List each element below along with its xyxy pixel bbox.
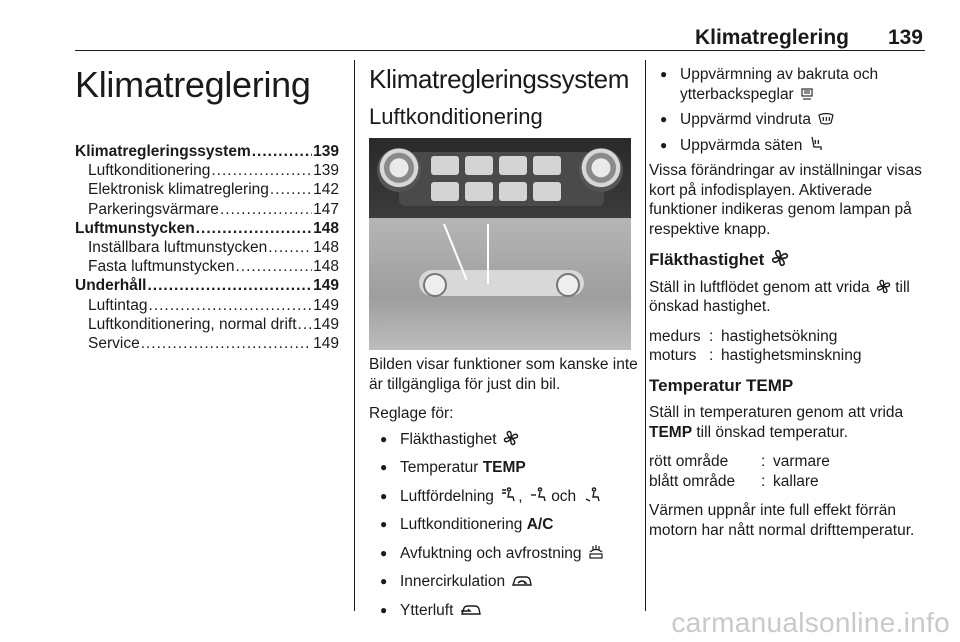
text-part: Ställ in temperaturen genom att vrida <box>649 404 904 421</box>
toc-entry-page: 147 <box>313 200 339 218</box>
final-note: Värmen uppnår inte full effekt förrän motorn har nått normal drifttemperatur. <box>649 502 915 539</box>
list-item <box>369 572 639 592</box>
item-text: Luftfördelning <box>400 487 494 505</box>
recirculation-icon <box>511 574 533 588</box>
toc-entry <box>75 219 339 238</box>
text-part: till önskad temperatur. <box>696 423 849 441</box>
temp-knob <box>579 148 623 192</box>
list-item <box>649 65 931 104</box>
toc-leader-dots <box>211 161 312 180</box>
toc-entry-page: 149 <box>313 296 339 314</box>
toc-entry-title: Luftmunstycken <box>75 219 195 237</box>
definition-colon: : <box>709 327 714 345</box>
toc-entry-title: Underhåll <box>75 277 147 295</box>
fan-speed-text <box>649 278 931 317</box>
table-of-contents <box>75 142 339 353</box>
toc-entry-page: 148 <box>313 258 339 276</box>
toc-leader-dots <box>148 296 312 315</box>
rear-window-heat-icon <box>800 87 814 101</box>
lower-knob <box>423 273 447 297</box>
air-distribution-icon <box>529 487 547 503</box>
text-bold: TEMP <box>649 423 693 441</box>
definition-term: rött område <box>649 453 729 470</box>
toc-entry-page: 148 <box>313 219 339 237</box>
toc-entry-page: 149 <box>313 335 339 353</box>
item-text: Uppvärmda säten <box>680 136 803 154</box>
page-number: 139 <box>887 26 923 49</box>
list-item <box>369 515 639 535</box>
toc-entry-page: 139 <box>313 162 339 180</box>
list-item <box>649 110 931 130</box>
definition-term: medurs <box>649 327 701 345</box>
item-text: Luftkonditionering <box>400 516 523 533</box>
toc-entry-title: Fasta luftmunstycken <box>88 258 235 276</box>
temperature-heading: Temperatur TEMP <box>649 375 794 395</box>
lower-knob <box>556 273 580 297</box>
toc-leader-dots <box>270 180 312 199</box>
toc-entry <box>75 296 339 315</box>
watermark: carmanualsonline.info <box>671 607 950 638</box>
panel-button <box>533 156 561 175</box>
toc-entry-title: Luftkonditionering <box>88 162 211 180</box>
list-item <box>369 544 639 564</box>
climate-control-photo <box>369 138 631 350</box>
item-text: Avfuktning och avfrostning <box>400 544 582 562</box>
item-separator: , <box>518 487 523 505</box>
list-item <box>369 487 639 507</box>
column2-text <box>369 355 639 629</box>
toc-entry-page: 149 <box>313 315 339 333</box>
center-console <box>369 218 631 350</box>
item-bold: A/C <box>526 516 554 533</box>
toc-entry-title: Luftintag <box>88 296 148 314</box>
info-note: Vissa förändringar av inställningar visas kort på infodisplayen. Aktiverade funktioner indikeras genom lampan på respektive knapp. <box>649 162 922 238</box>
outside-air-icon <box>460 603 482 617</box>
definition-value: varmare <box>773 453 830 470</box>
toc-entry <box>75 276 339 295</box>
definition-colon: : <box>761 472 766 490</box>
toc-entry <box>75 257 339 276</box>
toc-entry <box>75 315 339 334</box>
heated-seat-icon <box>809 136 823 152</box>
toc-entry <box>75 161 339 180</box>
subsection-title: Luftkonditionering <box>369 104 543 129</box>
toc-entry-page: 142 <box>313 181 339 199</box>
text-part: Ställ in luftflödet genom att vrida <box>649 278 870 296</box>
toc-entry-title: Parkeringsvärmare <box>88 200 219 218</box>
definition-value: hastighetsminskning <box>721 347 862 364</box>
definition-colon: : <box>761 453 766 470</box>
text-part: till önskad hastighet. <box>649 278 910 315</box>
fan-icon <box>771 249 789 267</box>
item-text: Innercirkulation <box>400 573 506 590</box>
column-divider-2 <box>645 60 646 611</box>
header-title: Klimatreglering <box>694 26 849 49</box>
photo-caption: Bilden visar funktioner som kanske inte är tillgängliga för just din bil. <box>369 356 638 393</box>
lower-control-strip <box>419 270 584 296</box>
item-text: Ytterluft <box>400 601 454 619</box>
toc-entry <box>75 180 339 199</box>
fan-knob <box>377 148 421 192</box>
fan-speed-heading <box>649 249 931 270</box>
item-text: och <box>551 487 577 505</box>
definition-term: moturs <box>649 347 697 364</box>
panel-button <box>465 182 493 201</box>
toc-entry-title: Inställbara luftmunstycken <box>88 239 268 257</box>
toc-entry <box>75 200 339 219</box>
list-item <box>369 601 639 621</box>
toc-leader-dots <box>147 276 312 295</box>
list-item <box>369 430 639 450</box>
item-text: Uppvärmd vindruta <box>680 111 811 128</box>
definition-colon: : <box>709 347 714 364</box>
toc-entry-page: 139 <box>313 143 339 160</box>
panel-button <box>533 182 561 201</box>
item-bold: TEMP <box>482 459 526 476</box>
section-title: Klimatregleringssystem <box>369 64 629 94</box>
toc-leader-dots <box>268 238 312 257</box>
toc-leader-dots <box>252 142 312 161</box>
heading-text: Fläkthastighet <box>649 250 765 269</box>
item-text: Uppvärmning av bakruta och ytterbackspeglar <box>680 66 879 103</box>
controls-list <box>369 430 639 621</box>
toc-leader-dots <box>298 315 313 334</box>
fan-icon <box>876 279 891 294</box>
toc-entry-title: Elektronisk klimatreglering <box>88 181 269 199</box>
callout-line <box>487 224 489 284</box>
temperature-text <box>649 403 931 442</box>
toc-entry-title: Luftkonditionering, normal drift <box>88 315 297 333</box>
panel-button <box>431 182 459 201</box>
fan-icon <box>503 430 519 446</box>
toc-entry-page: 148 <box>313 239 339 257</box>
fan-definitions <box>649 327 931 366</box>
list-item <box>369 458 639 478</box>
panel-button <box>499 156 527 175</box>
front-defrost-icon <box>588 544 604 560</box>
item-text: Temperatur <box>400 459 479 476</box>
toc-leader-dots <box>196 219 312 238</box>
column3-text <box>649 65 931 550</box>
toc-leader-dots <box>141 334 312 353</box>
panel-button <box>465 156 493 175</box>
definition-term: blått område <box>649 472 736 490</box>
heated-windscreen-icon <box>817 112 835 126</box>
toc-entry-title: Klimatregleringssystem <box>75 143 251 160</box>
definition-value: hastighetsökning <box>721 327 838 345</box>
column-divider-1 <box>354 60 355 611</box>
toc-entry-title: Service <box>88 335 140 353</box>
toc-entry <box>75 334 339 353</box>
item-text: Fläkthastighet <box>400 430 497 448</box>
toc-leader-dots <box>220 200 312 219</box>
panel-button <box>431 156 459 175</box>
panel-button <box>499 182 527 201</box>
toc-entry <box>75 238 339 257</box>
list-item <box>649 136 931 156</box>
controls-intro: Reglage för: <box>369 405 454 422</box>
chapter-title: Klimatreglering <box>75 64 311 105</box>
control-panel <box>369 138 631 218</box>
page-header <box>75 24 925 51</box>
air-distribution-icon <box>583 487 601 503</box>
toc-leader-dots <box>235 257 312 276</box>
toc-entry <box>75 142 339 161</box>
toc-entry-page: 149 <box>313 277 339 295</box>
temperature-definitions <box>649 452 931 491</box>
definition-value: kallare <box>773 472 819 490</box>
heating-list <box>649 65 931 155</box>
air-distribution-icon <box>500 487 518 503</box>
